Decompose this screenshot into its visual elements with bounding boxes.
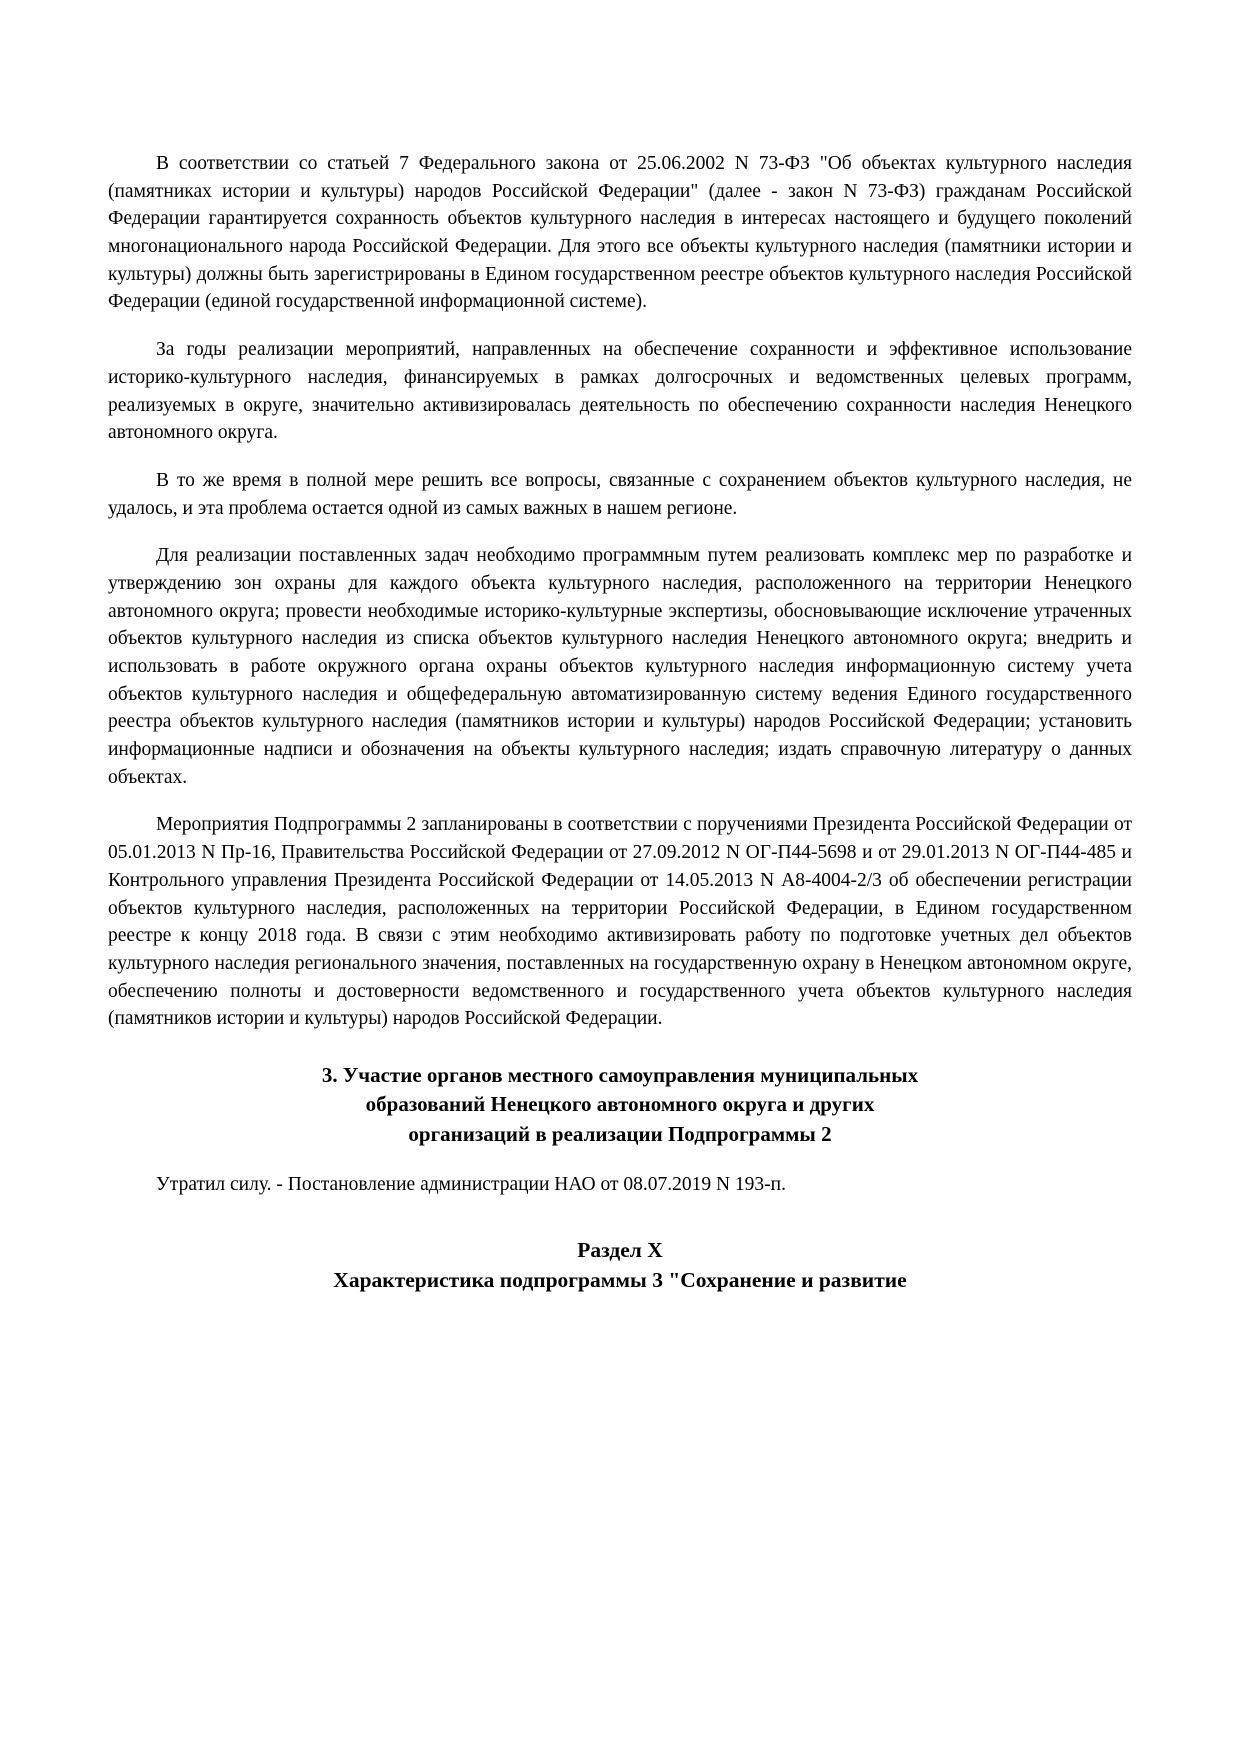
paragraph-1: В соответствии со статьей 7 Федерального закона от 25.06.2002 N 73-ФЗ "Об объектах культурного наследия (памятниках истории и культуры) народов Российской Федерации" (далее - закон N 73-ФЗ) гражданам Российской Федерации гарантируется сохранность объектов культурного наследия в интересах настоящего и будущего поколений многонационального народа Российской Федерации. Для этого все объекты культурного наследия (памятники истории и культуры) должны быть зарегистрированы в Едином государственном реестре объектов культурного наследия Российской Федерации (единой государственной информационной системе). bbox=[108, 153, 1132, 313]
paragraph-2: За годы реализации мероприятий, направленных на обеспечение сохранности и эффективное использование историко-культурного наследия, финансируемых в рамках долгосрочных и ведомственных целевых программ, реализуемых в округе, значительно активизировалась деятельность по обеспечению сохранности наследия Ненецкого автономного округа. bbox=[108, 339, 1132, 444]
paragraph-3: В то же время в полной мере решить все вопросы, связанные с сохранением объектов культурного наследия, не удалось, и эта проблема остается одной из самых важных в нашем регионе. bbox=[108, 469, 1132, 519]
subsection-heading bbox=[108, 1061, 1132, 1149]
subsection-heading-line-2: образований Ненецкого автономного округа и других bbox=[365, 1092, 875, 1117]
paragraph-4: Для реализации поставленных задач необходимо программным путем реализовать комплекс мер по разработке и утверждению зон охраны для каждого объекта культурного наследия, расположенного на территории Ненецкого автономного округа; провести необходимые историко-культурные экспертизы, обосновывающие исключение утраченных объектов культурного наследия из списка объектов культурного наследия Ненецкого автономного округа; внедрить и использовать в работе окружного органа охраны объектов культурного наследия информационную систему учета объектов культурного наследия и общефедеральную автоматизированную систему ведения Единого государственного реестра объектов культурного наследия (памятников истории и культуры) народов Российской Федерации; установить информационные надписи и обозначения на объекты культурного наследия; издать справочную литературу о данных объектах. bbox=[108, 545, 1132, 788]
section-title-line-2: Характеристика подпрограммы 3 "Сохранение и развитие bbox=[333, 1268, 907, 1293]
repeal-note: Утратил силу. - Постановление администрации НАО от 08.07.2019 N 193-п. bbox=[156, 1174, 786, 1196]
paragraph-5: Мероприятия Подпрограммы 2 запланированы в соответствии с поручениями Президента Российской Федерации от 05.01.2013 N Пр-16, Правительства Российской Федерации от 27.09.2012 N ОГ-П44-5698 и от 29.01.2013 N ОГ-П44-485 и Контрольного управления Президента Российской Федерации от 14.05.2013 N А8-4004-2/3 об обеспечении регистрации объектов культурного наследия, расположенных на территории Российской Федерации, в Едином государственном реестре к концу 2018 года. В связи с этим необходимо активизировать работу по подготовке учетных дел объектов культурного наследия регионального значения, поставленных на государственную охрану в Ненецком автономном округе, обеспечению полноты и достоверности ведомственного и государственного учета объектов культурного наследия (памятников истории и культуры) народов Российской Федерации. bbox=[108, 814, 1132, 1030]
section-title-line-1: Раздел X bbox=[577, 1237, 663, 1262]
subsection-heading-line-3: организаций в реализации Подпрограммы 2 bbox=[408, 1121, 832, 1146]
subsection-heading-line-1: 3. Участие органов местного самоуправления муниципальных bbox=[321, 1062, 919, 1087]
section-title bbox=[108, 1235, 1132, 1296]
